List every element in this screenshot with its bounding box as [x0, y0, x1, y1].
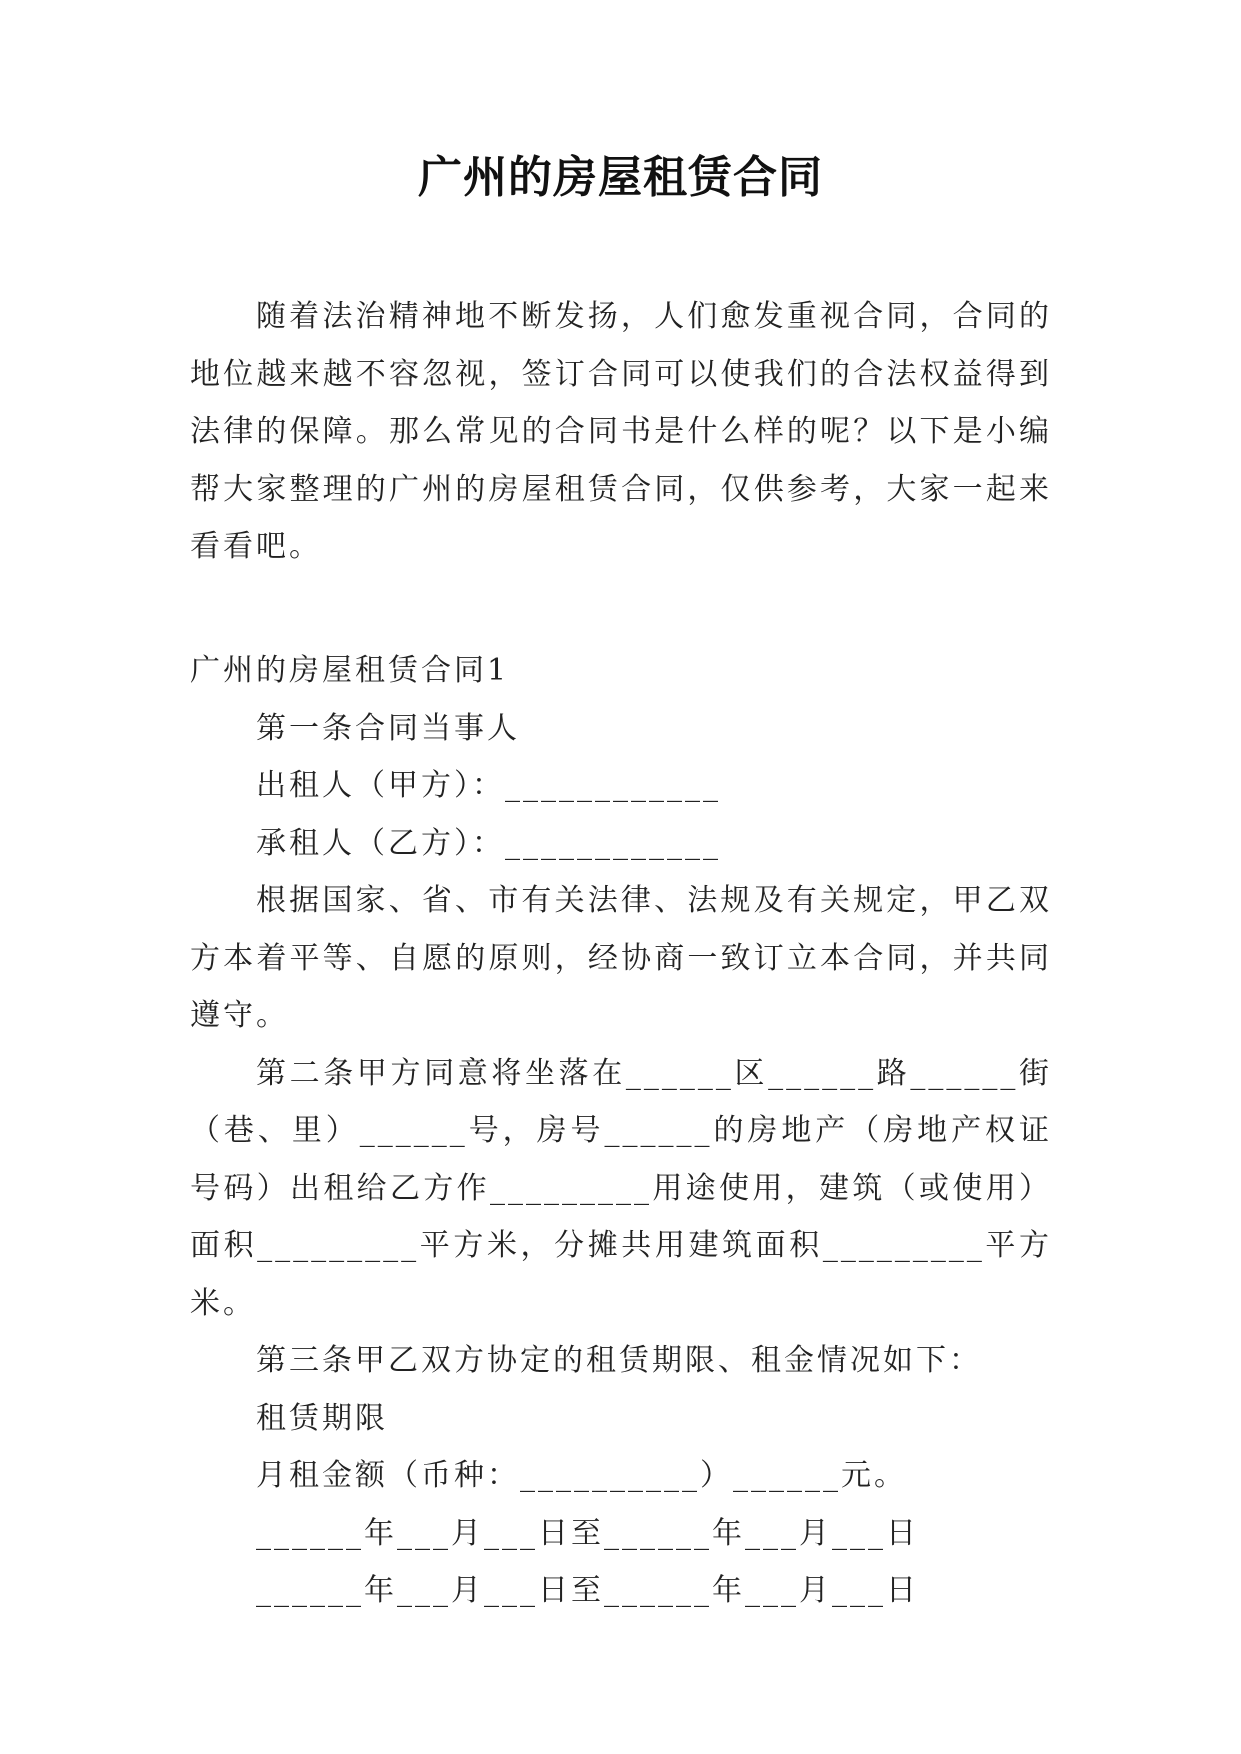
lease-term-label: 租赁期限 [256, 1400, 388, 1436]
lessee-line: 承租人（乙方）：____________ [256, 825, 721, 861]
lease-period-row: ______年___月___日至______年___月___日 [256, 1573, 919, 1608]
monthly-rent-line: 月租金额（币种：__________）______元。 [256, 1458, 907, 1493]
lessor-line: 出租人（甲方）：____________ [256, 768, 721, 803]
intro-paragraph: 随着法治精神地不断发扬，人们愈发重视合同，合同的地位越来越不容忽视，签订合同可以使我们的合法权益得到法律的保障。那么常见的合同书是什么样的呢？以下是小编帮大家整理的广州的房屋租赁合同，仅供参考，大家一起来看看吧。 [190, 299, 1052, 564]
section-heading: 广州的房屋租赁合同1 [190, 653, 510, 688]
basis-paragraph: 根据国家、省、市有关法律、法规及有关规定，甲乙双方本着平等、自愿的原则，经协商一致订立本合同，并共同遵守。 [190, 883, 1052, 1033]
contract-body [190, 642, 1052, 1620]
lease-period-row: ______年___月___日至______年___月___日 [256, 1515, 919, 1551]
document-title: 广州的房屋租赁合同 [418, 152, 823, 203]
article-2-paragraph: 第二条甲方同意将坐落在______区______路______街（巷、里）______号，房号______的房地产（房地产权证号码）出租给乙方作_________用途使用，建筑（或使用）面积_________平方米，分摊共用建筑面积_________平方米。 [190, 1055, 1052, 1321]
article-3-title: 第三条甲乙双方协定的租赁期限、租金情况如下： [256, 1343, 982, 1378]
article-1-title: 第一条合同当事人 [256, 710, 520, 746]
